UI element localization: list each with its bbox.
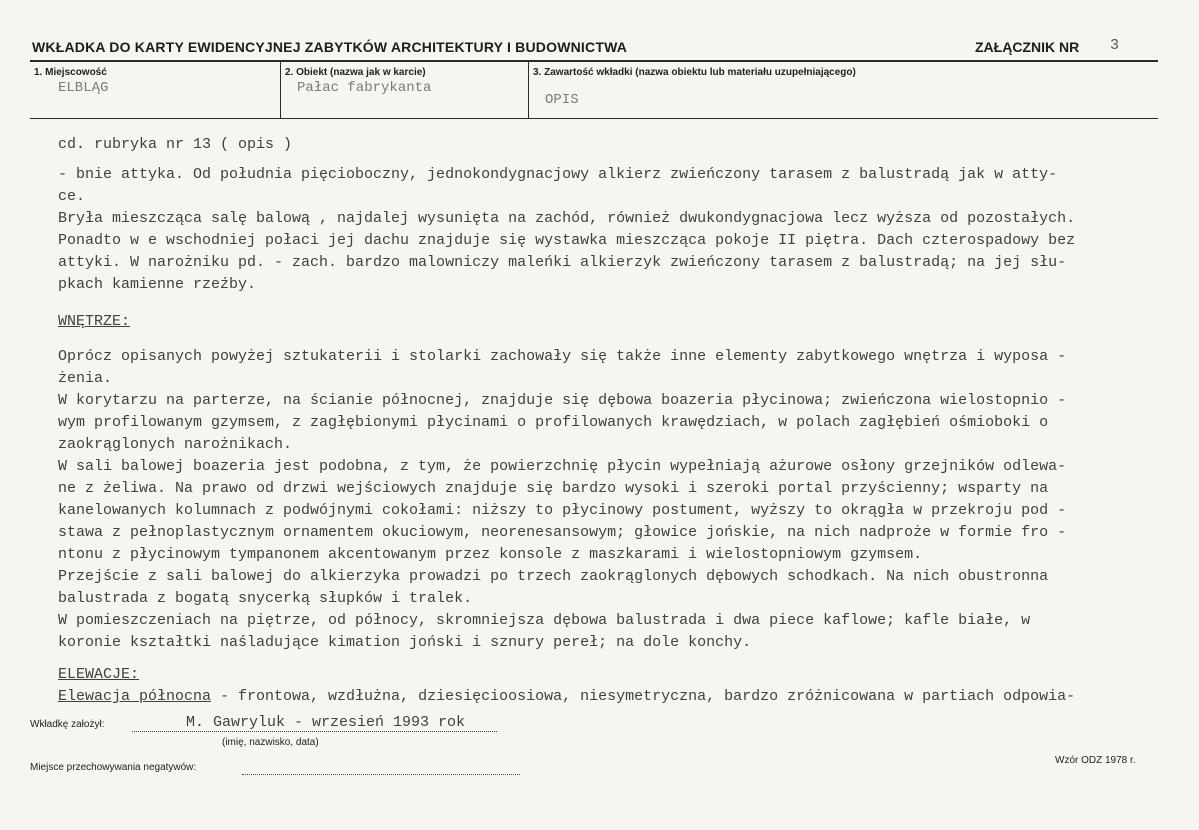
text-line: - bnie attyka. Od południa pięcioboczny, jednokondygnacjowy alkierz zwieńczony tarasem z balustradą jak w atty- [58, 166, 1058, 183]
text-line: pkach kamienne rzeźby. [58, 276, 257, 293]
locality-field [30, 62, 280, 118]
text-line: balustrada z bogatą snycerką słupków i tralek. [58, 590, 473, 607]
form-pattern: Wzór ODZ 1978 r. [1055, 755, 1136, 766]
created-by-label: Wkładkę założył: [30, 719, 105, 730]
text-line: W sali balowej boazeria jest podobna, z tym, że powierzchnię płycin wypełniają ażurowe osłony grzejników odlewa- [58, 458, 1067, 475]
created-by-line [132, 731, 497, 732]
object-value: Pałac fabrykanta [297, 80, 432, 96]
object-label: 2. Obiekt (nazwa jak w karcie) [285, 67, 426, 78]
section-heading-elevations: ELEWACJE: [58, 666, 140, 683]
content-label: 3. Zawartość wkładki (nazwa obiektu lub materiału uzupełniającego) [533, 67, 856, 78]
text-line: Bryła mieszcząca salę balową , najdalej wysunięta na zachód, również dwukondygnacjowa lecz wyższa od pozostałych. [58, 210, 1076, 227]
text-line: attyki. W narożniku pd. - zach. bardzo malowniczy maleńki alkierzyk zwieńczony tarasem z balustradą; na jej słu- [58, 254, 1067, 271]
annex-number: 3 [1110, 37, 1120, 54]
text-line: zaokrąglonych narożnikach. [58, 436, 293, 453]
section-heading-interior: WNĘTRZE: [58, 313, 131, 330]
locality-label: 1. Miejscowość [34, 67, 107, 78]
text-line: Ponadto w e wschodniej połaci jej dachu znajduje się wystawka mieszcząca pokoje II piętra. Dach czterospadowy bez [58, 232, 1076, 249]
text-line: Oprócz opisanych powyżej sztukaterii i stolarki zachowały się także inne elementy zabytkowego wnętrza i wyposa - [58, 348, 1067, 365]
text-line: stawa z pełnoplastycznym ornamentem okuciowym, neorenesansowym; głowice jońskie, na nich nadproże w formie fro - [58, 524, 1067, 541]
text-line: żenia. [58, 370, 113, 387]
created-by-value: M. Gawryluk - wrzesień 1993 rok [186, 714, 466, 731]
text-line: ce. [58, 188, 86, 205]
form-title: WKŁADKA DO KARTY EWIDENCYJNEJ ZABYTKÓW ARCHITEKTURY I BUDOWNICTWA [32, 39, 628, 55]
text-line: wym profilowanym gzymsem, z zagłębionymi płycinami o profilowanych krawędziach, w polach zagłębień ośmioboki o [58, 414, 1049, 431]
negatives-line [242, 774, 520, 775]
header-fields [30, 62, 1158, 119]
text-line: W korytarzu na parterze, na ścianie północnej, znajduje się dębowa boazeria płycinowa; zwieńczona wielostopnio - [58, 392, 1067, 409]
elevation-north-label: Elewacja północna [58, 688, 212, 705]
negatives-label: Miejsce przechowywania negatywów: [30, 762, 197, 773]
text-line: koronie kształtki naśladujące kimation joński i sznury pereł; na dole konchy. [58, 634, 752, 651]
annex-label: ZAŁĄCZNIK NR [975, 39, 1080, 55]
text-line: kanelowanych kolumnach z podwójnymi cokołami: niższy to płycinowy postument, wyższy to okrągła w przekroju pod - [58, 502, 1067, 519]
object-field [280, 62, 529, 118]
text-line [58, 686, 1168, 708]
created-by-caption: (imię, nazwisko, data) [222, 737, 319, 748]
text-line: W pomieszczeniach na piętrze, od północy, skromniejsza dębowa balustrada i dwa piece kaflowe; kafle białe, w [58, 612, 1031, 629]
locality-value: ELBLĄG [58, 80, 109, 96]
text-line: Przejście z sali balowej do alkierzyka prowadzi po trzech zaokrąglonych dębowych schodkach. Na nich obustronna [58, 568, 1049, 585]
content-field [528, 62, 1159, 118]
description-text [58, 134, 1168, 708]
elevation-north-text: - frontowa, wzdłużna, dziesięcioosiowa, niesymetryczna, bardzo zróżnicowana w partiach odpowia- [211, 688, 1076, 705]
continuation-heading: cd. rubryka nr 13 ( opis ) [58, 136, 293, 153]
content-value: OPIS [545, 92, 579, 108]
text-line: ne z żeliwa. Na prawo od drzwi wejściowych znajduje się bardzo wysoki i szeroki portal przyścienny; wsparty na [58, 480, 1049, 497]
text-line: ntonu z płycinowym tympanonem akcentowanym przez konsole z maszkarami i wielostopniowym gzymsem. [58, 546, 923, 563]
